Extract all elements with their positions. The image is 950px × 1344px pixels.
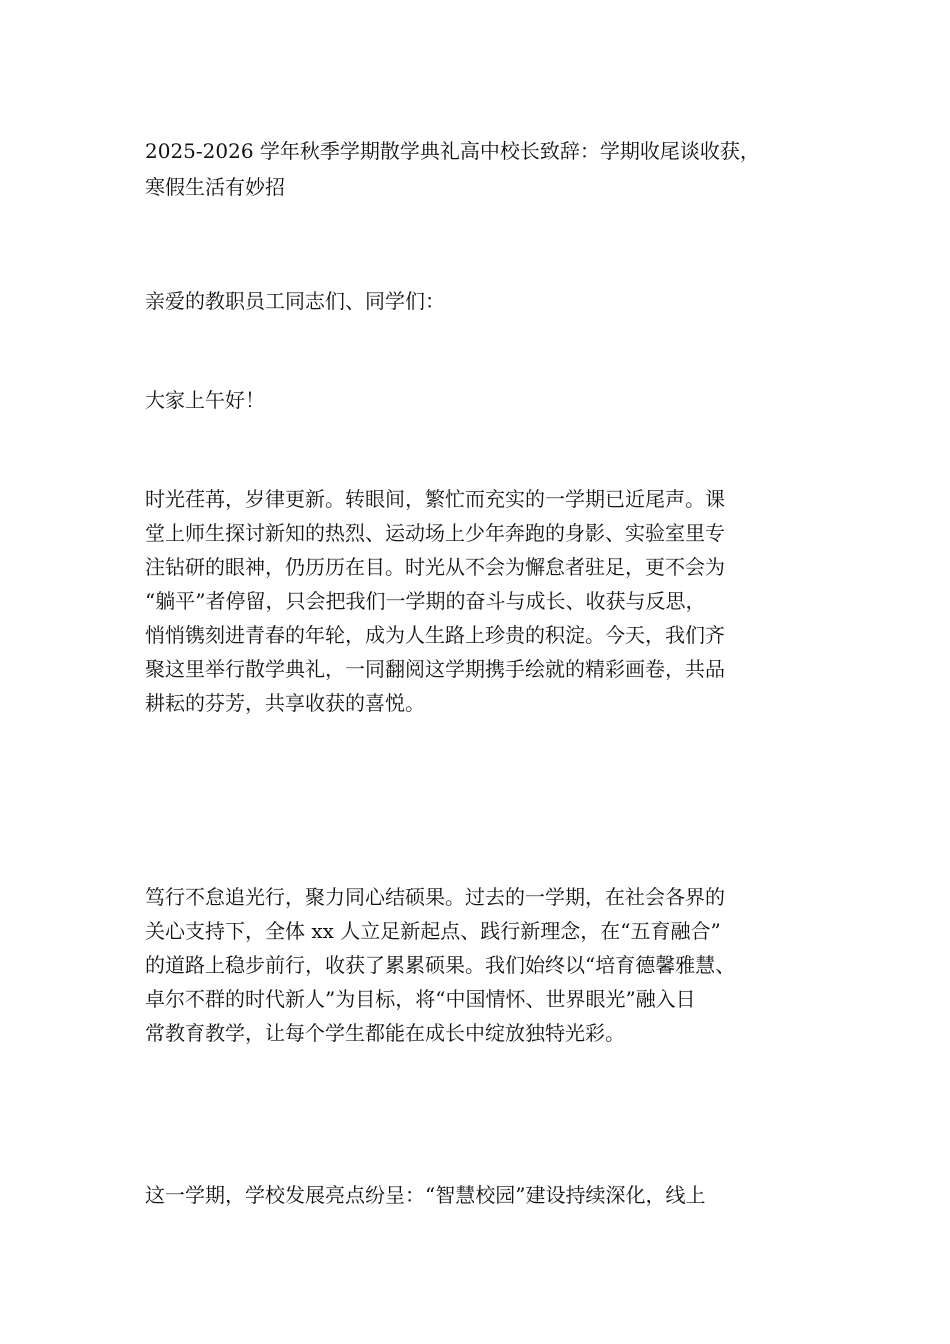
title-line: 寒假生活有妙招 xyxy=(145,175,285,199)
greeting xyxy=(145,383,835,417)
paragraph-line: 时光荏苒，岁律更新。转眼间，繁忙而充实的一学期已近尾声。课 xyxy=(145,487,725,511)
paragraph-line: 堂上师生探讨新知的热烈、运动场上少年奔跑的身影、实验室里专 xyxy=(145,521,725,545)
paragraph-line: “躺平”者停留，只会把我们一学期的奋斗与成长、收获与反思， xyxy=(145,589,706,613)
salutation-text: 亲爱的教职员工同志们、同学们： xyxy=(145,289,445,313)
paragraph-line: 笃行不怠追光行，聚力同心结硕果。过去的一学期，在社会各界的 xyxy=(145,885,725,909)
paragraph-line: 关心支持下，全体 xx 人立足新起点、践行新理念，在“五育融合” xyxy=(145,919,721,943)
paragraph-line: 这一学期，学校发展亮点纷呈：“智慧校园”建设持续深化，线上 xyxy=(145,1183,706,1207)
paragraph-line: 聚这里举行散学典礼，一同翻阅这学期携手绘就的精彩画卷，共品 xyxy=(145,657,725,681)
greeting-text: 大家上午好！ xyxy=(145,388,265,412)
salutation xyxy=(145,284,835,318)
paragraph-2 xyxy=(145,880,835,1050)
paragraph-1 xyxy=(145,482,835,720)
title-line: 2025-2026 学年秋季学期散学典礼高中校长致辞：学期收尾谈收获， xyxy=(145,139,760,163)
paragraph-line: 常教育教学，让每个学生都能在成长中绽放独特光彩。 xyxy=(145,1021,625,1045)
paragraph-3 xyxy=(145,1178,835,1212)
paragraph-line: 耕耘的芬芳，共享收获的喜悦。 xyxy=(145,691,425,715)
paragraph-line: 卓尔不群的时代新人”为目标，将“中国情怀、世界眼光”融入日 xyxy=(145,987,696,1011)
paragraph-line: 悄悄镌刻进青春的年轮，成为人生路上珍贵的积淀。今天，我们齐 xyxy=(145,623,725,647)
paragraph-line: 注钻研的眼神，仍历历在目。时光从不会为懈怠者驻足，更不会为 xyxy=(145,555,725,579)
paragraph-line: 的道路上稳步前行，收获了累累硕果。我们始终以“培育德馨雅慧、 xyxy=(145,953,736,977)
document-title xyxy=(145,133,835,205)
